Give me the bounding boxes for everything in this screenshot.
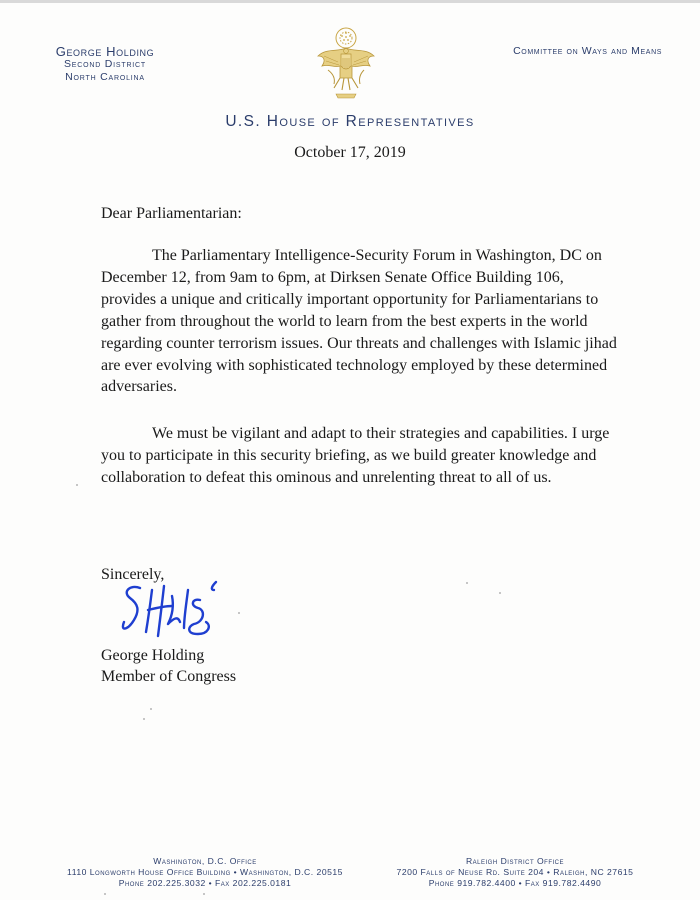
- dc-office-phone: Phone 202.225.3032 • Fax 202.225.0181: [118, 878, 292, 888]
- raleigh-office-address: 7200 Falls of Neuse Rd. Suite 204 • Raleigh, NC 27615: [396, 867, 634, 877]
- raleigh-office-phone: Phone 919.782.4400 • Fax 919.782.4490: [428, 878, 602, 888]
- district-label: Second District: [63, 58, 146, 70]
- scan-speck: [499, 592, 501, 594]
- paragraph-1: The Parliamentary Intelligence-Security Forum in Washington, DC on December 12, from 9am to 6pm, at Dirksen Senate Office Building 106, provides a unique and critically important opportunity for Parliamentarians to gather from throughout the world to learn from the best experts in the world regarding counter terrorism issues. Our threats and challenges with Islamic jihad are ever evolving with sophisticated technology employed by these determined adversaries.: [101, 247, 617, 396]
- top-edge-rule: [0, 0, 700, 3]
- scan-speck: [203, 893, 205, 895]
- scan-speck: [104, 893, 106, 895]
- footer-dc-office: [55, 856, 355, 889]
- committee-label: Committee on Ways and Means: [513, 45, 662, 57]
- signer-name: George Holding: [101, 647, 205, 664]
- scan-speck: [76, 484, 78, 486]
- scan-speck: [150, 708, 152, 710]
- signer-title: Member of Congress: [101, 668, 237, 685]
- dc-office-title: Washington, D.C. Office: [153, 856, 257, 866]
- handwritten-signature-icon: [118, 576, 228, 646]
- closing: Sincerely,: [101, 566, 165, 583]
- signer-block: [101, 645, 236, 687]
- scan-speck: [238, 612, 240, 614]
- paragraph-2: We must be vigilant and adapt to their strategies and capabilities. I urge you to participate in this security briefing, as we build greater knowledge and collaboration to defeat this ominous and unrelenting threat to all of us.: [101, 425, 610, 486]
- letter-date: October 17, 2019: [294, 144, 406, 161]
- member-name: George Holding: [55, 44, 155, 59]
- footer-raleigh-office: [365, 856, 665, 889]
- salutation: Dear Parliamentarian:: [101, 205, 242, 222]
- scan-speck: [143, 718, 145, 720]
- scan-speck: [466, 582, 468, 584]
- letterhead-member-block: [0, 45, 210, 84]
- dc-office-address: 1110 Longworth House Office Building • Washington, D.C. 20515: [67, 867, 343, 877]
- house-title: U.S. House of Representatives: [225, 113, 475, 130]
- state-label: North Carolina: [65, 71, 145, 83]
- raleigh-office-title: Raleigh District Office: [465, 856, 565, 866]
- great-seal-eagle-icon: [314, 26, 378, 102]
